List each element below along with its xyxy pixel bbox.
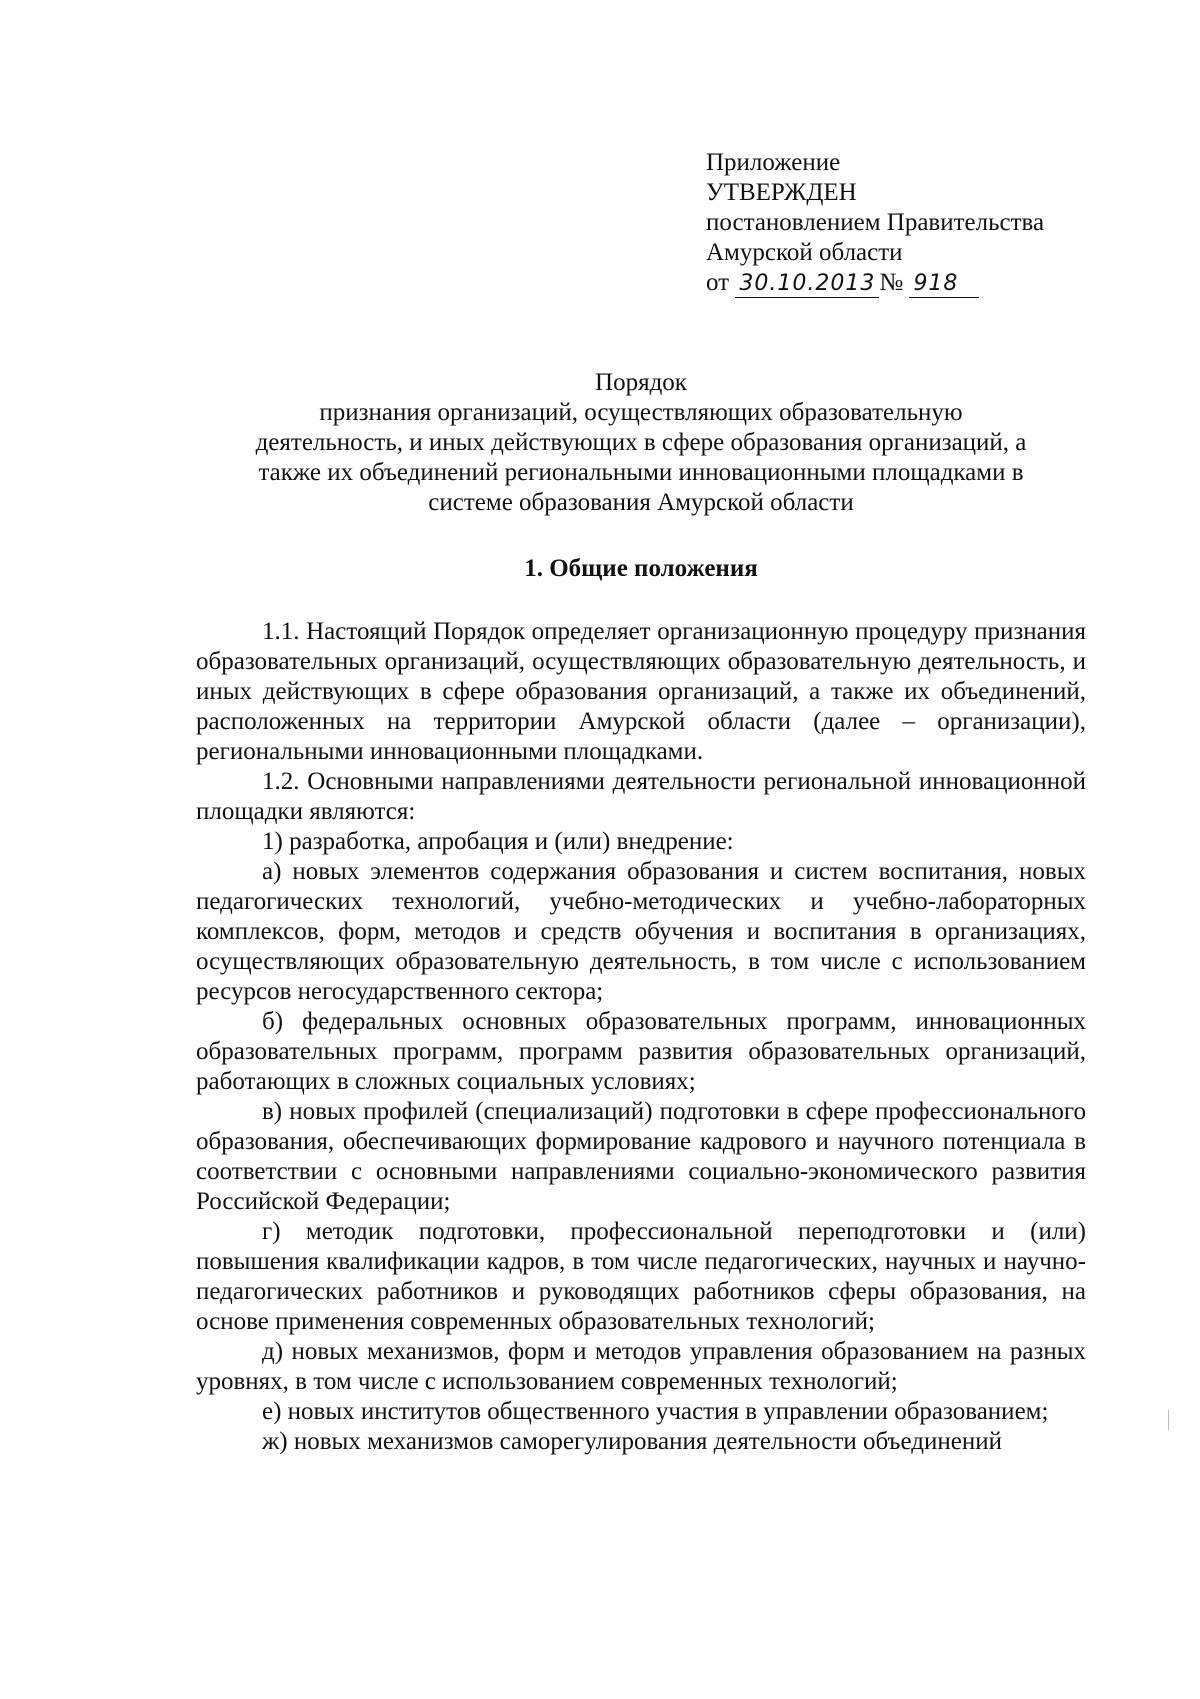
paragraph-item-a: а) новых элементов содержания образования и систем воспитания, новых педагогических технологий, учебно-методических и учебно-лабораторных комплексов, форм, методов и средств обучения и воспитания в организациях, осуществляющих образовательную деятельность, в том числе с использованием ресурсов негосударственного сектора; (196, 858, 1086, 1005)
document-title (196, 368, 1086, 518)
title-line-3: деятельность, и иных действующих в сфере образования организаций, а (255, 429, 1027, 456)
number-label: № (879, 269, 904, 296)
from-label: от (706, 269, 730, 296)
handwritten-number: 918 (909, 271, 979, 298)
title-line-1: Порядок (595, 369, 687, 396)
paragraph-item-e: е) новых институтов общественного участия в управлении образованием; (262, 1398, 1049, 1425)
section-heading: 1. Общие положения (524, 555, 758, 582)
title-line-5: системе образования Амурской области (428, 489, 854, 516)
section-body (196, 617, 1086, 1457)
paragraph-item-zh: ж) новых механизмов саморегулирования деятельности объединений (262, 1428, 1002, 1455)
paragraph-1-2: 1.2. Основными направлениями деятельности региональной инновационной площадки являются: (196, 768, 1086, 825)
approval-stamp-block (706, 148, 1044, 298)
date-number-line (706, 268, 1044, 298)
title-line-2: признания организаций, осуществляющих образовательную (319, 399, 963, 426)
title-line-4: также их объединений региональными инновационными площадками в (258, 459, 1024, 486)
paragraph-item-1: 1) разработка, апробация и (или) внедрение: (262, 828, 734, 855)
paragraph-1-1: 1.1. Настоящий Порядок определяет организационную процедуру признания образовательных организаций, осуществляющих образовательную деятельность, и иных действующих в сфере образования организаций, а также их объединений, расположенных на территории Амурской области (далее – организации), региональными инновационными площадками. (196, 618, 1086, 765)
approved-label: УТВЕРЖДЕН (706, 179, 857, 206)
handwritten-date: 30.10.2013 (735, 271, 879, 298)
scan-artifact (1168, 1410, 1169, 1430)
approved-by-line: постановлением Правительства (706, 209, 1045, 236)
region-line: Амурской области (706, 239, 903, 266)
paragraph-item-g: г) методик подготовки, профессиональной переподготовки и (или) повышения квалификации кадров, в том числе педагогических, научных и научно-педагогических работников и руководящих работников сферы образования, на основе применения современных образовательных технологий; (196, 1218, 1086, 1335)
appendix-label: Приложение (706, 149, 841, 176)
paragraph-item-d: д) новых механизмов, форм и методов управления образованием на разных уровнях, в том числе с использованием современных технологий; (196, 1338, 1086, 1395)
paragraph-item-v: в) новых профилей (специализаций) подготовки в сфере профессионального образования, обеспечивающих формирование кадрового и научного потенциала в соответствии с основными направлениями социально-экономического развития Российской Федерации; (196, 1098, 1086, 1215)
paragraph-item-b: б) федеральных основных образовательных программ, инновационных образовательных программ, программ развития образовательных организаций, работающих в сложных социальных условиях; (196, 1008, 1086, 1095)
